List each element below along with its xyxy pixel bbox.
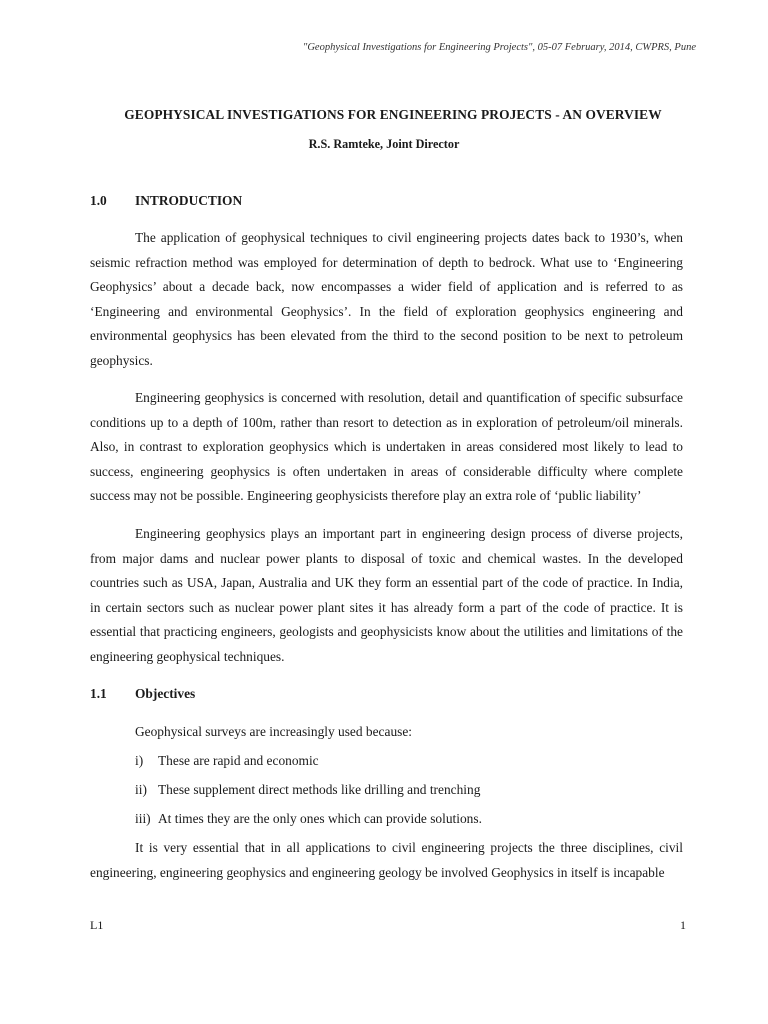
list-item-text: These supplement direct methods like drilling and trenching xyxy=(158,782,481,797)
list-item xyxy=(135,782,480,798)
section-number: 1.0 xyxy=(90,193,107,208)
intro-paragraph-2: Engineering geophysics is concerned with resolution, detail and quantification of specific subsurface conditions up to a depth of 100m, rather than resort to detection as in exploration of petroleum/oil minerals. Also, in contrast to exploration geophysics which is undertaken in areas considered most likely to lead to success, engineering geophysics is often undertaken in areas of considerable difficulty where complete success may not be possible. Engineering geophysicists therefore play an extra role of ‘public liability’ xyxy=(90,390,683,504)
intro-paragraph-3: Engineering geophysics plays an important part in engineering design process of diverse projects, from major dams and nuclear power plants to disposal of toxic and chemical wastes. In the developed countries such as USA, Japan, Australia and UK they form an essential part of the code of practice. In India, in certain sectors such as nuclear power plant sites it has already form a part of the code of practice. It is essential that practicing engineers, geologists and geophysicists know about the utilities and limitations of the engineering geophysical techniques. xyxy=(90,526,683,664)
list-marker: ii) xyxy=(135,782,147,797)
list-item-text: At times they are the only ones which can provide solutions. xyxy=(158,811,482,826)
footer-label: L1 xyxy=(90,918,104,932)
list-item-text: These are rapid and economic xyxy=(158,753,319,768)
intro-paragraph-1: The application of geophysical techniques to civil engineering projects dates back to 1930’s, when seismic refraction method was employed for determination of depth to bedrock. What use to ‘Engineering Geophysics’ about a decade back, now encompasses a wider field of application and is referred to as ‘Engineering and environmental Geophysics’. In the field of exploration geophysics engineering and environmental geophysics has been elevated from the third to the second position to be next to petroleum geophysics. xyxy=(90,230,683,368)
section-title: Objectives xyxy=(135,686,196,701)
running-header: "Geophysical Investigations for Engineering Projects", 05-07 February, 2014, CWPRS, Pune xyxy=(302,42,696,53)
objectives-closing-paragraph: It is very essential that in all applications to civil engineering projects the three disciplines, civil engineering, engineering geophysics and engineering geology be involved Geophysics in itself is incapable xyxy=(90,840,683,880)
list-item xyxy=(135,753,319,769)
list-item xyxy=(135,811,482,827)
author-line: R.S. Ramteke, Joint Director xyxy=(308,137,460,151)
section-heading-objectives xyxy=(90,686,195,702)
page-title: GEOPHYSICAL INVESTIGATIONS FOR ENGINEERING PROJECTS - AN OVERVIEW xyxy=(124,107,662,122)
section-title: INTRODUCTION xyxy=(135,193,243,208)
list-marker: iii) xyxy=(135,811,151,826)
objectives-lead: Geophysical surveys are increasingly used because: xyxy=(135,724,413,739)
list-marker: i) xyxy=(135,753,144,768)
section-heading-introduction xyxy=(90,193,242,209)
section-number: 1.1 xyxy=(90,686,107,701)
page-number: 1 xyxy=(680,918,686,932)
